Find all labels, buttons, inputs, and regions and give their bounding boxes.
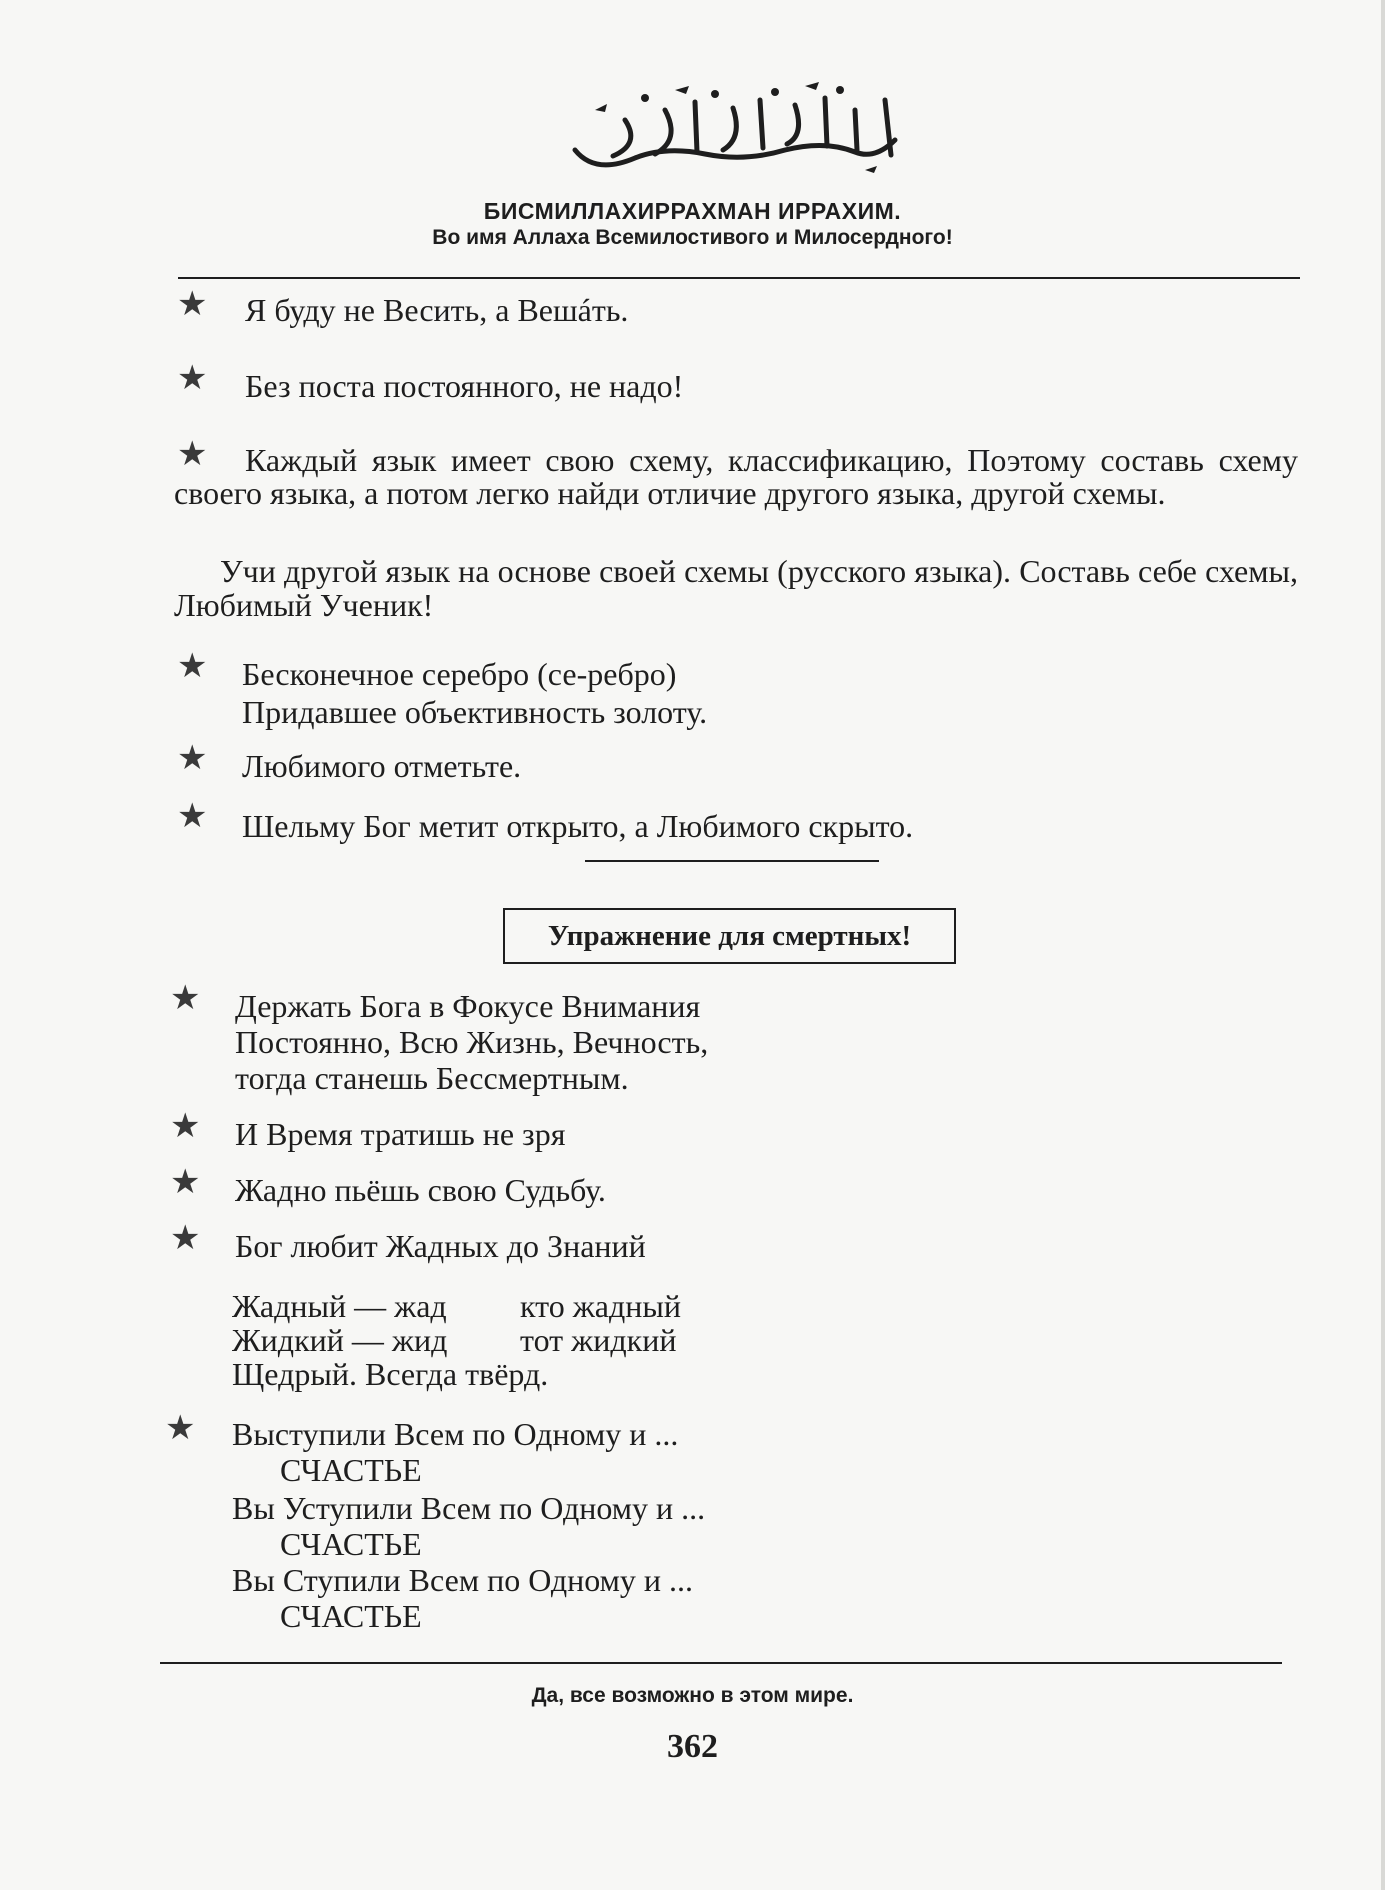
exercise-5-line-1: Выступили Всем по Одному и ...: [232, 1416, 679, 1452]
exercise-5-word-1: СЧАСТЬЕ: [280, 1452, 422, 1488]
statement-5: Любимого отметьте.: [242, 748, 522, 784]
statement-3: [174, 444, 1298, 510]
pair-right-2: тот жидкий: [520, 1322, 677, 1358]
footer-divider: [160, 1662, 1282, 1664]
footer-note: Да, все возможно в этом мире.: [531, 1684, 854, 1707]
exercise-1-line-1: Держать Бога в Фокусе Внимания: [235, 988, 701, 1024]
star-bullet-icon: ★: [177, 284, 208, 324]
star-bullet-icon: ★: [165, 1408, 196, 1448]
header-title: БИСМИЛЛАХИРРАХМАН ИРРАХИМ.: [483, 198, 902, 224]
statement-4-line-1: Бесконечное серебро (се-ребро): [242, 656, 677, 692]
star-bullet-icon: ★: [170, 1162, 201, 1202]
statement-3-text: Каждый язык имеет свою схему, классификацию, Поэтому составь схему своего языка, а потом легко найди отличие другого языка, другой схемы.: [174, 442, 1298, 511]
header-subtitle: Во имя Аллаха Всемилостивого и Милосердного!: [432, 226, 953, 249]
star-bullet-icon: ★: [170, 1106, 201, 1146]
star-bullet-icon: ★: [170, 978, 201, 1018]
arabic-basmala-calligraphy-icon: [555, 80, 915, 180]
exercise-title-box: Упражнение для смертных!: [503, 908, 956, 964]
page-number: 362: [667, 1728, 718, 1765]
section-divider: [585, 860, 879, 862]
exercise-2: И Время тратишь не зря: [235, 1116, 566, 1152]
star-bullet-icon: ★: [177, 646, 208, 686]
header-divider: [178, 277, 1300, 279]
exercise-4-last-line: Щедрый. Всегда твёрд.: [232, 1356, 549, 1392]
exercise-5-line-3: Вы Ступили Всем по Одному и ...: [232, 1562, 694, 1598]
pair-left-1: Жадный — жад: [232, 1288, 447, 1324]
statement-2: Без поста постоянного, не надо!: [245, 368, 684, 404]
statement-1: Я буду не Весить, а Вешáть.: [245, 292, 629, 328]
pair-left-2: Жидкий — жид: [232, 1322, 448, 1358]
star-bullet-icon: ★: [170, 1218, 201, 1258]
star-bullet-icon: ★: [177, 358, 208, 398]
statement-3-paragraph-2-text: Учи другой язык на основе своей схемы (русского языка). Составь себе схемы, Любимый Ученик!: [174, 553, 1298, 623]
exercise-5-word-3: СЧАСТЬЕ: [280, 1598, 422, 1634]
pair-right-1: кто жадный: [520, 1288, 682, 1324]
star-bullet-icon: ★: [177, 434, 208, 474]
star-bullet-icon: ★: [177, 796, 208, 836]
statement-3-paragraph-2: [174, 554, 1298, 622]
exercise-5-word-2: СЧАСТЬЕ: [280, 1526, 422, 1562]
exercise-3: Жадно пьёшь свою Судьбу.: [235, 1172, 606, 1208]
exercise-4: Бог любит Жадных до Знаний: [235, 1228, 646, 1264]
statement-6: Шельму Бог метит открыто, а Любимого скрыто.: [242, 808, 914, 844]
statement-4-line-2: Придавшее объективность золоту.: [242, 694, 708, 730]
exercise-1-line-2: Постоянно, Всю Жизнь, Вечность,: [235, 1024, 709, 1060]
exercise-1-line-3: тогда станешь Бессмертным.: [235, 1060, 629, 1096]
page-edge-shadow: [1381, 0, 1385, 1890]
star-bullet-icon: ★: [177, 738, 208, 778]
exercise-5-line-2: Вы Уступили Всем по Одному и ...: [232, 1490, 706, 1526]
